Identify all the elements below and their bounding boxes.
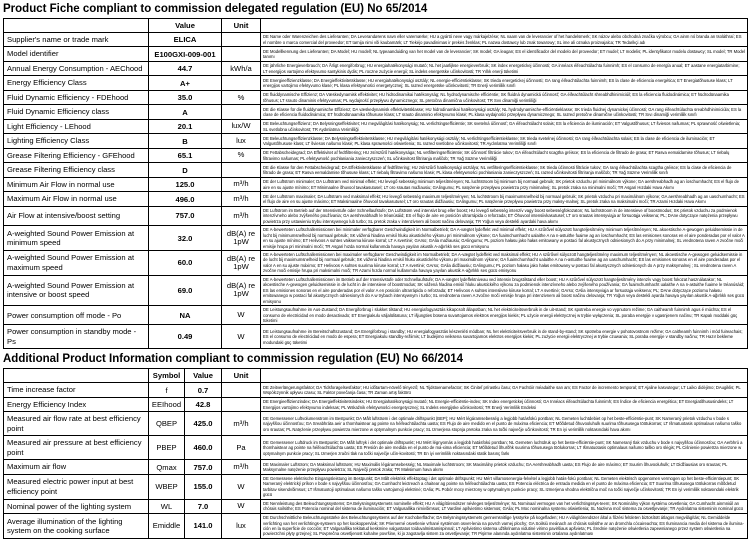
fiche-66-title: Additional Product Information compliant to commission regulation (EU) No 66/2014 xyxy=(3,353,464,366)
row-value: 69.0 xyxy=(149,275,222,305)
row-value: NA xyxy=(149,306,222,325)
table-row xyxy=(4,460,748,474)
row-label: Measured air pressure at best efficiency point xyxy=(4,436,149,460)
table-row xyxy=(4,33,748,47)
row-symbol: f xyxy=(149,383,185,397)
table-row xyxy=(4,275,748,305)
row-description: DE Luftstrom im Betrieb auf der Intensivstufe oder Schnellaufstufe; DA Luftstrøm ved intensivt brug eller boost; HU levegő sebesség intenzív vagy boost sebességfokozaton; NL luchtstroom in de intensieve of boostmodus; SK prietok vzduchu za podmienok intenzívneho alebo zvýšeného používania; GA aershreabhadh le tréanúsáid; ES el flujo de aire en posición ultrarrápida o reforzada; ET Õhuvool intensiivkasutusel; LT oro srautas intensyviąja ar forsuotąja veiksena; PL; DAne dotyczące natężenia przepływu powietrza przy ustawieniu trybu intensywnego lub turbo; SL pretok zraka v intenzivnem ali boost načinu delovanja; TR Yoğun veya destekli ayardaki hava akımı xyxy=(261,206,748,225)
row-value: E100GXI-009-001 xyxy=(149,47,222,61)
column-header-unit: Unit xyxy=(222,19,261,33)
row-label: Nominal power of the lighting system xyxy=(4,499,149,513)
row-description: DE Name oder Warenzeichen des Lieferanten; DA Leverandørens navn eller varemærke; HU a gyártó neve vagy márkajelzése; NL naam van de leverancier of het handelsmerk; SK názov alebo obchodná značka výrobcu; GA ainm nó branda an tsoláthraí; ES el nombre o marca comercial del proveedor; ET tarnija nimi või kaubamärk; LT Tiekėjo pavadinimas ir prekės ženklas; PL nazwa dostawcy lub znak towarowy; SL ime ali oznaka proizvajalca; TR Tedarikçi adı xyxy=(261,33,748,47)
table-row xyxy=(4,499,748,513)
row-value: 425.0 xyxy=(185,412,222,436)
row-description: DE jährliche Energieverbrauch; DA Årligt energiforbrug; HU energiahatékonysági mutató; NL het jaarlijkse energieverbruik; SK index energetickej účinnosti; GA innéacs éifeachtúlachta fuinnimh; ES el consumo de energía anual; ET aastane energiatarbimine; LT energijos vartojimo efektyvumo santykinis dydis; PL roczne zużycie energii; SL indeks energetske učinkovitosti; TR Yıllık enerji tüketimi xyxy=(261,61,748,75)
row-label: Annual Energy Consumption - AEChood xyxy=(4,61,149,75)
row-value: D xyxy=(149,163,222,177)
row-unit: dB(A) re 1pW xyxy=(222,250,261,275)
row-label: Measured electric power input at best efficiency point xyxy=(4,474,149,499)
row-description: DE die Klasse für die fluiddynamische Effizienz; DA væskedynamisk effektivitetsklasse; HU hidrodinamikai hatékonysági osztály; NL hydrodynamische-efficiëntieklasse; SK trieda fluidnej dynamickej účinnosti; GA rang éifeachtúlachta sreabhdhinimiciúla; ES la clase de eficiencia fluidodinámica; ET hüdrodünaamika tõhususe klass; LT srauto dinaminio efektyvumo klasė; PL klasa wydajności przepływu dynamicznego; SL razred pretočne dinamične učinkovitosti; TR Sıvı dinamiği verimlilik sınıfı xyxy=(261,105,748,119)
row-description: DE Beleuchtungseffizienz; DA Belysningseffektivitet; HU megvilágítási hatékonyság; NL verlichtingsefficiëntie; SK svetelná účinnosť; GA éifeachtúlacht solais; ES la eficiencia de iluminación; ET Valgustõhusus; LT šviesos našumas; PL sprawność oświetlenia; SL svetlobna učinkovitost; TR Aydınlatma Verimliliği xyxy=(261,119,748,133)
row-unit: m³/h xyxy=(222,460,261,474)
row-value: 155.0 xyxy=(185,474,222,499)
row-label: A-weighted Sound Power Emission at intensive or boost speed xyxy=(4,275,149,305)
row-symbol: Qmax xyxy=(149,460,185,474)
table-row xyxy=(4,412,748,436)
row-value: 60.0 xyxy=(149,250,222,275)
row-label: Lighting Efficiency Class xyxy=(4,134,149,148)
table-row xyxy=(4,148,748,162)
row-value: 7.0 xyxy=(185,499,222,513)
row-label: Light Efficiency - LEhood xyxy=(4,119,149,133)
row-description: DE Gemessener Luftvolumenstrom im Bestpunkt; DA Målt luftstrøm i det optimale driftspunkt (BEP); HU Mért légáramsebesség a legjobb hatásfokú pontban; NL Gemeten luchtdebiet op het beste-efficiëntie-punt; SK Nameraný prietok vzduchu v bode s najvyššou účinnosťou; GA Sreabhráta aeir a thomhaistear ag pointe na héifeachtúlachta uasta; ES Flujo de aire medido en el punto de máxima eficiencia; ET Mõõdetud õhuvooluhulk suurima tõhususega töötukorras; LT Išmatuotasis optimalaus našumo taško oro srautas; PL Natężenie przepływu powietrza mierzone w optymalnym punkcie pracy; SL Izmerjena stopnja pretoka zraka na točki največje učinkovitosti; TR En iyi verimlilik noktasındaki hava akımı xyxy=(261,412,748,436)
row-value: 141.0 xyxy=(185,514,222,539)
row-value: A xyxy=(149,105,222,119)
fiche-66-table xyxy=(3,368,748,539)
header-spacer xyxy=(4,369,149,383)
table-row xyxy=(4,250,748,275)
header-spacer xyxy=(4,19,149,33)
row-symbol: QBEP xyxy=(149,412,185,436)
table-row xyxy=(4,192,748,206)
row-value: ELICA xyxy=(149,33,222,47)
row-label: Time increase factor xyxy=(4,383,149,397)
row-value: 0.49 xyxy=(149,325,222,349)
row-unit: m³/h xyxy=(222,412,261,436)
column-header-unit: Unit xyxy=(222,369,261,383)
row-symbol: WL xyxy=(149,499,185,513)
row-unit: kWh/a xyxy=(222,61,261,75)
row-unit: lux xyxy=(222,514,261,539)
row-description: DE A-bewerteten Luftschallemissionen im Betrieb auf der Intensivstufe oder Schnellaufstufe; DA A-vægtet lydeffektniveau ved intensiv brugstilstand eller boost; HU A szűrővel súlyozott hangteljesítmény intenzív vagy boost fokozat használatakor; NL akoestische A-gewogen geluidsemissie in de lucht in de intensieve of boostmodus; SK vážená hladina emisií hluku akustického výkonu za podmienok intenzívneho alebo zvýšeného používania; GA fuaimchumhacht ualaithe A na n-astuithe fuaime le tréanúsáid; ES las emisiones sonoras en el aire ponderadas por el valor A en posición ultrarrápida o reforzada; ET Helivoos A suhtes intensiivse kiiruse korral; LT A svertinė; GArso; GAlia intensyviąja ar forsuotąja veiksena; PL; DAne dotyczące poziomu hałasu emitowanego w postaci fal akustycznych odniesionych do A w trybach intensywnym i turbo; SL vrednotena raven A zvočne moči emisije hrupa pri intenzivnem ali boost načinu delovanja; TR Yoğun veya destekli ayarda havaya yayılan akustik A-ağırlıklı ses gücü emisyonu xyxy=(261,275,748,305)
row-value: 65.1 xyxy=(149,148,222,162)
row-value: 42.8 xyxy=(185,397,222,411)
row-description: DE A-bewerteten Luftschallemissionen bei minimaler verfügbarer Geschwindigkeit im Normalbetrieb; DA A-vægtet lydeffekt ved minimal effekt; HU A szűrővel súlyozott hangteljesítmény minimum teljesítményen; NL akoestische A-gewogen geluidsemissie in de lucht bij minimumsnelheid bij normaal gebruik; SK vážená hladina emisií hluku akustického výkonu pri minimálnom výkone; GA fuaimchumhacht ualaithe A na n-astuithe fuaime ag an íoschumhacht; ES las emisiones sonoras en el aire ponderadas por el valor A en su ajuste mínimo; ET Helivoos A suhtes väiksema kiiruse korral; LT A svertinė; GArso; GAlia mažiausiu; GAlingumu; PL poziom hałasu jako hałas emitowany w postaci fal akustycznych odniesionych do A przy minimalnej; SL vrednotena raven A zvočne moči emisije hrupa pri minimalni moči; TR Asgari hızda normal kullanımda havaya yayılan akustik A-ağırlıklı ses gücü emisyonu xyxy=(261,226,748,251)
row-label: Power consumption in standby mode - Ps xyxy=(4,325,149,349)
row-label: Fluid Dynamic Efficiency class xyxy=(4,105,149,119)
row-unit: W xyxy=(222,325,261,349)
row-unit: W xyxy=(222,499,261,513)
row-value: 32.0 xyxy=(149,226,222,251)
table-row xyxy=(4,90,748,104)
row-symbol: WBEP xyxy=(149,474,185,499)
table-row xyxy=(4,383,748,397)
row-value: 460.0 xyxy=(185,436,222,460)
table-row xyxy=(4,163,748,177)
row-unit: m³/h xyxy=(222,192,261,206)
fiche-66-header-row xyxy=(4,369,748,383)
row-description: DE Leistungsaufnahme im Bereitschaftszustand; DA Energiforbrug i standby; HU energiafogyasztás készenléti módban; NL het elektriciteitsverbruik in de stand-by-stand; SK spotreba energie v pohotovostnom režime; GA caitheamh fuinnimh i mód fuireachais; ES el consumo de electricidad en modo de espera; ET Energiakulu standby-režiimis; LT budėjimo veiksena suvartojamos elektros energijos kiekis; PL zużycie energii elektrycznej w trybie czuwania; SL poraba energije v standby načinu; TR Hazır bekleme modundaki güç tüketimi xyxy=(261,325,748,349)
row-description: DE A-bewerteten Luftschallemissionen bei maximaler verfügbarer Geschwindigkeit im Normalbetrieb; DA A-vægtet lydeffekt ved maksimal effekt; HU A szűrővel súlyozott hangteljesítmény maximum teljesítményen; NL akoestische A-gewogen geluidsemissie in de lucht bij maximumsnelheid bij normaal gebruik; SK vážená hladina emisií hluku akustického výkonu pri maximálnom výkone; GA fuaimchumhacht ualaithe A na n-astuithe fuaime ag an uaschumhacht; ES las emisiones sonoras en el aire ponderadas por el valor A en su ajuste máximo; ET Helivoos A suhtes suurima kiiruse korral; LT A svertinė; GArso; GAlia didžiausiu; GAlingumu; PL poziom hałasu jako hałas emitowany w postaci fal akustycznych odniesionych do A przy maksymalnej ; SL vrednotena raven A zvočne moči emisije hrupa pri maksimalni moči; TR Azami hızda normal kullanımda havaya yayılan akustik A-ağırlıklı ses gücü emisyonu xyxy=(261,250,748,275)
row-description: DE Durchschnittliche Beleuchtungsstärke des Beleuchtungssystems auf der Kochoberfläche; DA Belysningssystemets gennemsnitlige lysstyrke på kogefladen; HU A világítórendszer által a főzési felületen biztosított átlagos megvilágítás; NL Gemiddelde verlichting van het verlichtings-systeem op het kookoppervlak; SK Priemerné osvetlenie vrhané systémom osvet-lenia na povrch varnej plochy; GA Soilsiú meánach an chórais soilsithe ar an dromchla cócaireachta; ES Iluminancia media del sistema de ilumina-ción en la superficie de cocción; ET Valgusallika tekitatud keskmine valgustatus toiduvalmistamispinnal; LT Apšvietimo sistema užtikrinama vidutinė virimo paviršiaus apšvieta; PL Średnie natężenie oświetlenia zapewnianego przez system oświetlenia na powierzchni płyty grzejnej; SL Povprečna osvetljenost kuhalne površine, ki jo zagotavlja sistem za osvetljevanje; TR Pişirme alanında aydınlatma sisteminin ortalama aydınlatması xyxy=(261,514,748,539)
table-row xyxy=(4,436,748,460)
table-row xyxy=(4,119,748,133)
row-unit xyxy=(222,397,261,411)
header-spacer xyxy=(261,369,748,383)
row-label: Energy Efficiency Index xyxy=(4,397,149,411)
row-label: Model identifier xyxy=(4,47,149,61)
row-description: DE Gemessener Luftdruck im Bestpunkt; DA Målt luftryk i det optimale driftspunkt; HU Mért légnyomás a legjobb hatásfokú pontban; NL Gemeten luchtdruk op het beste-efficiëntie-punt; SK Nameraný tlak vzduchu v bode s najvyššou účinnosťou; GA Aerbhrú a thomhaistear ag pointe na héifeachtúlachta uasta; ES Presión de aire medida en el punto de má-xima eficiencia; ET Mõõdetud õhurõhk suurima tõhususega töölukorras; LT Išmatuotasis optimalaus našumo taško oro slėgis; PL Ciśnienie powietrza mierzone w optymalnym punkcie pracy; SL Izmerjen zračni tlak na točki največje učin-kovitosti; TR En iyi verimlilik noktasındaki statik basınç farkı xyxy=(261,436,748,460)
fiche-65-title: Product Fiche compliant to commission delegated regulation (EU) No 65/2014 xyxy=(3,3,428,15)
row-symbol: PBEP xyxy=(149,436,185,460)
row-description: DE Energieeffizienzindex; DA Energieffektivitetsindeks; HU Energiahatékonysági mutató; NL Energie-efficiëntie-index; SK Index energetickej účinnosti; GA Innéacs éifeachtúlachta fuinnimh; ES Índice de eficiencia energética; ET Energiatõhususindeks; LT Energijos vartojimo efektyvumo indeksas; PL Wskaźnik efektywności energetycznej; SL Indeks energijske učinkovitosti; TR Enerji Verimlilik Endeksi xyxy=(261,397,748,411)
row-label: Measured air flow rate at best efficiency point xyxy=(4,412,149,436)
row-label: Energy Efficiency Class xyxy=(4,76,149,90)
table-row xyxy=(4,206,748,225)
row-description: DE die Klasse für den Fettabscheidegrad; DA Effektivitetsklasse af fedtfiltrering; HU zsírszűrő hatékonysági osztálya; NL vetfilteringsefficiëntieklasse; SK trieda účinnosti filtrácie tukov; GA rang éifeachtúlachta scagtha gréisce; ES la clase de eficiencia de filtrado de grasa; ET Rasva eemaldamise tõhususe klass; LT riebalų filtravimo našumo klasė; PL klasa efektywności pochłaniania zanieczyszczeń; SL razred učinkovitosti filtriranja maščob; TR Yağ Süzme Verimlilik sınıfı xyxy=(261,163,748,177)
row-description: DE Leistungsaufnahme im Aus-Zustand; DA Energiforbrug i slukket tilstand; HU energiafogyasztás kikapcsolt állapotban; NL het elektriciteitsverbruik in de uit-stand; SK spotreba energie vo vypnutom režime; GA caitheamh fuinnimh agus é múchta; ES el consumo de electricidad en modo desactivado; ET Energiakulu väljalülitatuna; LT išjungties būsena suvartojamos elektros energijos kiekis; PL użycie energii elektrycznej w trybie wyłączenia; SL poraba energije v ugasnjenem načinu; TR Kapalı moddaki güç tüketimi xyxy=(261,306,748,325)
table-row xyxy=(4,47,748,61)
header-spacer xyxy=(261,19,748,33)
row-unit: dB(A) re 1pW xyxy=(222,275,261,305)
row-label: A-weighted Sound Power Emission at minimum speed xyxy=(4,226,149,251)
row-description: DE Energieeffizienzklasse; DA Energieffektivitetsklasse; HU energiahatékonysági osztály; NL energie-efficiëntieklasse; SK trieda energetickej účinnosti; GA rang éifeachtúlachta fuinnimh; ES la clase de eficiencia energética; ET Energiatõhususe klass; LT energijos vartojimo efektyvumo klasė; PL klasa efektywności energetycznej; SL razred energetske učinkovitosti; TR Enerji verimlilik sınıfı xyxy=(261,76,748,90)
row-unit xyxy=(222,47,261,61)
row-unit: % xyxy=(222,148,261,162)
table-row xyxy=(4,61,748,75)
row-value: 496.0 xyxy=(149,192,222,206)
row-label: Grease Filtering Efficiency - GFEhood xyxy=(4,148,149,162)
row-value: 757.0 xyxy=(149,206,222,225)
column-header-symbol: Symbol xyxy=(149,369,185,383)
row-description: DE Fettabscheidegrad; DA Effektivitet af fedtfiltrering; HU zsírszűrő hatékonysága; NL vetfilteringsefficiëntie; SK účinnosť filtrácie tukov; GA éifeachtúlacht scagtha gréisce; ES la eficiencia de filtrado de grasa; ET Rasva eemaldamise tõhusus; LT riebalų filtravimo našumas; PL efektywność pochłaniania zanieczyszczeń; SL učinkovitost filtriranja maščob; TR Yağ Süzme Verimliliği xyxy=(261,148,748,162)
table-row xyxy=(4,306,748,325)
row-unit: lux/W xyxy=(222,119,261,133)
column-header-value: Value xyxy=(185,369,222,383)
table-row xyxy=(4,226,748,251)
row-description: DE Maximaler Luftstrom; DA Maksimal luftstrøm; HU Maximális légáramsebesség; NL Maximale luchtstroom; SK Maximálny prietok vzduchu; GA Aershreabhadh uasta; ES Flujo de aire máximo; ET Suurim õhuvooluhulk; LT Didžiausias oro srautas; PL Maksymalne natężenie przepływu powietrza; SL Največji pretok zraka; TR Maksimum hava akımı xyxy=(261,460,748,474)
row-label: Power consumption off mode - Po xyxy=(4,306,149,325)
row-description: DE Nennleistung des Beleuchtungssystems; DA Belysningssystemets nominelle effekt; HU A világítórendszer névleges teljesítménye; NL Nominaal vermogen van het verlichtingssys-teem; SK Nominálny výkon systému osvetlenia; GA Cumhacht ainmniúil an chórais soilsithe; ES Potencia nominal del sistema de iluminación; ET Valgusallika nimivõimsus; LT Vardinė apšvietimo sistemos; GAlia; PL Moc nominalna systemu oświetlenia; SL Nazivna moč sistema za osvetljevanje; TR Aydınlatma sisteminin nominal gücü xyxy=(261,499,748,513)
row-value: 125.0 xyxy=(149,177,222,191)
row-label: Maximum Air Flow in normal use xyxy=(4,192,149,206)
row-unit: m³/h xyxy=(222,206,261,225)
row-label: A-weighted Sound Power Emission at maximum speed xyxy=(4,250,149,275)
row-label: Air Flow at intensive/boost setting xyxy=(4,206,149,225)
table-row xyxy=(4,177,748,191)
row-unit: % xyxy=(222,90,261,104)
row-unit: W xyxy=(222,306,261,325)
row-value: 35.0 xyxy=(149,90,222,104)
row-unit: Pa xyxy=(222,436,261,460)
row-description: DE Modellkennung des Lieferanten; DA Model; HU modell; NL typeaanduiding van het model van de leverancier; SK model; GA leagan; ES el identificador del modelo del proveedor; ET mudel; LT modelis; PL identyfikator modelu dostawcy; SL model; TR Model tanımı xyxy=(261,47,748,61)
row-description: DE der Luftstrom maximaler; DA Luftstrøm ved maksimal effekt; HU levegő sebesség maximum teljesítményen; NL luchtstroom bij maximumsnelheid bij normaal gebruik; SK prietok vzduchu pri maximálnom výkone; GA aershreabhadh ag an uaschumhacht; ES el flujo de aire en su ajuste máximo; ET Maksimaalne õhuvool tavakasutusel; LT oro srautas didžiausiu; GAlingumu; PL natężenie przepływu powietrza przy maksy-malnej; SL pretok zraka na maksimalni moči; TR Azami Hızdaki Hava Akımı xyxy=(261,192,748,206)
fiche-65-table xyxy=(3,18,748,349)
row-value: 20.1 xyxy=(149,119,222,133)
row-value: B xyxy=(149,134,222,148)
row-symbol: Emiddle xyxy=(149,514,185,539)
table-row xyxy=(4,397,748,411)
row-label: Supplier's name or trade mark xyxy=(4,33,149,47)
fiche-65-header-row xyxy=(4,19,748,33)
row-label: Fluid Dynamic Efficiency - FDEhood xyxy=(4,90,149,104)
table-row xyxy=(4,474,748,499)
row-unit xyxy=(222,105,261,119)
table-row xyxy=(4,134,748,148)
row-description: DE fluiddynamische Effizienz; DA Væskedynamisk effektivitet; HU hidrodinamikai hatékonyság; NL hydrodynamische efficiëntie; SK fluidná dynamická účinnosť; GA éifeachtúlacht shreabhdhinimiciúil; ES la eficiencia fluidodinámica; ET hüdrodünaamika tõhusus; LT srauto dinaminis efektyvumas; PL wydajność przepływu dynamicznego; SL pretočna dinamična učinkovitost; TR Sıvı dinamiği verimliliği xyxy=(261,90,748,104)
row-unit: m³/h xyxy=(222,177,261,191)
row-value: A+ xyxy=(149,76,222,90)
table-row xyxy=(4,325,748,349)
row-description: DE Zeitverlängerungsfaktor; DA Tidsforøgelsesfaktor; HU időtartam-növelő tényező; NL Tijdstoenamefactor; SK Činiteľ prírastku času; GA Fachtóir méadaithe san am; ES Factor de incremento temporal; ET Ajaline kasvutegur; LT Laiko didėjimo; DAugiklis; PL Współczynnik upływu czasu; SL Faktor povečanja časa; TR Zaman artış faktörü xyxy=(261,383,748,397)
row-label: Maximum air flow xyxy=(4,460,149,474)
row-label: Average illumination of the lighting system on the cooking surface xyxy=(4,514,149,539)
row-description: DE der Luftstrom minimaler; DA Luftstrøm ved minimal effekt; HU levegő sebesség minimum teljesítményen; NL luchtstroom bij minimum bij normaal gebruik; SK prietok vzduchu pri minimálnom výkone; GA aershreabhadh ag an íoschumhacht; ES el flujo de aire en su ajuste mínimo; ET Minimaalne õhuvool tavakasutusel; LT oro srautas mažiausiu; GAlingumu; PL natężenie przepływu powietrza przy minimalnej; SL pretok zraka na minimalni moči; TR Asgari Hızdaki Hava Akımı xyxy=(261,177,748,191)
row-unit: lux xyxy=(222,134,261,148)
row-value: 0.7 xyxy=(185,383,222,397)
row-unit: W xyxy=(222,474,261,499)
row-symbol: EEIhood xyxy=(149,397,185,411)
table-row xyxy=(4,514,748,539)
row-description: DE Gemessene elektrische Eingangsleistung im Bestpunkt; DA Målt elektrisk effektoptag i det optimale driftspunkt; HU Mért villamosenergia-felvétel a legjobb hatás-fokú pontban; NL Gemeten elektrisch opgenomen vermogen op het beste-efficiëntiepunt; SK Nameraný elektrický príkon v bode s najvyššou účinnosťou; GA Cumhacht leictreach a chaitear ag pointe na héifeachtúlachta uasta; ES Potencia eléctrica de entrada medida en el punto de máxima eficiencia; ET Suurima tõhususega töölukorras mõõdetud tarbitav sisendvõimsus; LT Išmatuotoji optimalaus našumo taško vartojamoji elektrinė; GAlia; PL Pobór mocy mierzony w optymalnym punkcie pracy; SL Izmerjena vhodna električna moč na točki največje učinkovitosti; TR En iyi verimlilik noktasındaki elektrik gücü xyxy=(261,474,748,499)
row-unit xyxy=(222,383,261,397)
column-header-value: Value xyxy=(149,19,222,33)
table-row xyxy=(4,105,748,119)
row-unit: dB(A) re 1pW xyxy=(222,226,261,251)
table-row xyxy=(4,76,748,90)
row-description: DE Beleuchtungseffizienzklasse; DA Belysningseffektivitetsklasse; HU megvilágítási hatékonysági osztály; NL verlichtingsefficiëntieklasse; SK trieda svetelnej účinnosti; GA rang éifeachtúlachta solais; ES la clase de eficiencia de iluminación; ET Valgustõhususe klass; LT šviesos našumo klasė; PL klasa sprawności oświetlenia; SL razred svetlobne učinkovitosti; TR Aydınlatma Verimliliği sınıfı xyxy=(261,134,748,148)
row-value: 44.7 xyxy=(149,61,222,75)
row-label: Minimum Air Flow in normal use xyxy=(4,177,149,191)
row-label: Grease Filtering Efficiency class xyxy=(4,163,149,177)
row-unit xyxy=(222,163,261,177)
row-unit xyxy=(222,33,261,47)
row-value: 757.0 xyxy=(185,460,222,474)
row-unit xyxy=(222,76,261,90)
